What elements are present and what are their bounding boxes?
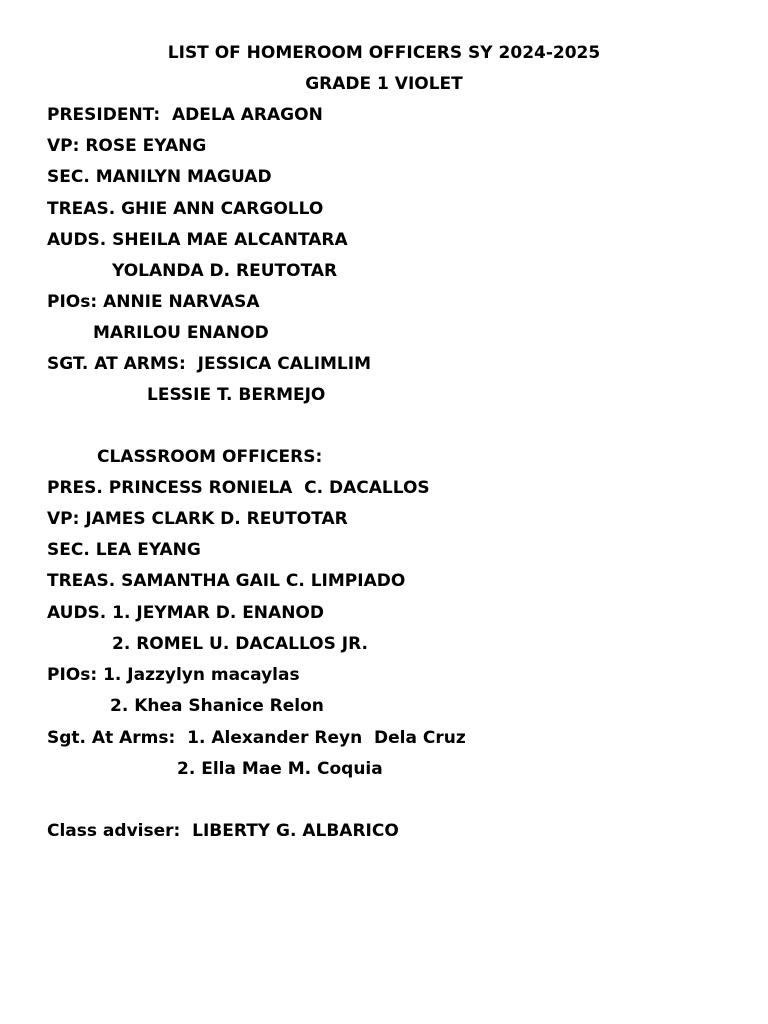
classroom-sgt-at-arms-1: Sgt. At Arms: 1. Alexander Reyn Dela Cruz (47, 728, 466, 748)
classroom-vp: VP: JAMES CLARK D. REUTOTAR (47, 509, 348, 529)
classroom-pio-2: 2. Khea Shanice Relon (110, 696, 324, 716)
classroom-president: PRES. PRINCESS RONIELA C. DACALLOS (47, 478, 430, 498)
homeroom-vp: VP: ROSE EYANG (47, 136, 207, 156)
classroom-treasurer: TREAS. SAMANTHA GAIL C. LIMPIADO (47, 571, 406, 591)
homeroom-sgt-at-arms-2: LESSIE T. BERMEJO (147, 385, 326, 405)
document-title: LIST OF HOMEROOM OFFICERS SY 2024-2025 (167, 43, 601, 63)
homeroom-pio-2: MARILOU ENANOD (93, 323, 269, 343)
classroom-sgt-at-arms-2: 2. Ella Mae M. Coquia (177, 759, 383, 779)
homeroom-president: PRESIDENT: ADELA ARAGON (47, 105, 323, 125)
homeroom-secretary: SEC. MANILYN MAGUAD (47, 167, 272, 187)
homeroom-treasurer: TREAS. GHIE ANN CARGOLLO (47, 199, 324, 219)
section-title: GRADE 1 VIOLET (305, 74, 463, 94)
classroom-pio-1: PIOs: 1. Jazzylyn macaylas (47, 665, 300, 685)
classroom-secretary: SEC. LEA EYANG (47, 540, 201, 560)
homeroom-pio-1: PIOs: ANNIE NARVASA (47, 292, 260, 312)
class-adviser: Class adviser: LIBERTY G. ALBARICO (47, 821, 399, 841)
homeroom-sgt-at-arms-1: SGT. AT ARMS: JESSICA CALIMLIM (47, 354, 372, 374)
classroom-auditor-1: AUDS. 1. JEYMAR D. ENANOD (47, 603, 324, 623)
homeroom-auditor-2: YOLANDA D. REUTOTAR (112, 261, 338, 281)
classroom-auditor-2: 2. ROMEL U. DACALLOS JR. (112, 634, 368, 654)
classroom-officers-heading: CLASSROOM OFFICERS: (97, 447, 323, 467)
homeroom-auditor-1: AUDS. SHEILA MAE ALCANTARA (47, 230, 348, 250)
